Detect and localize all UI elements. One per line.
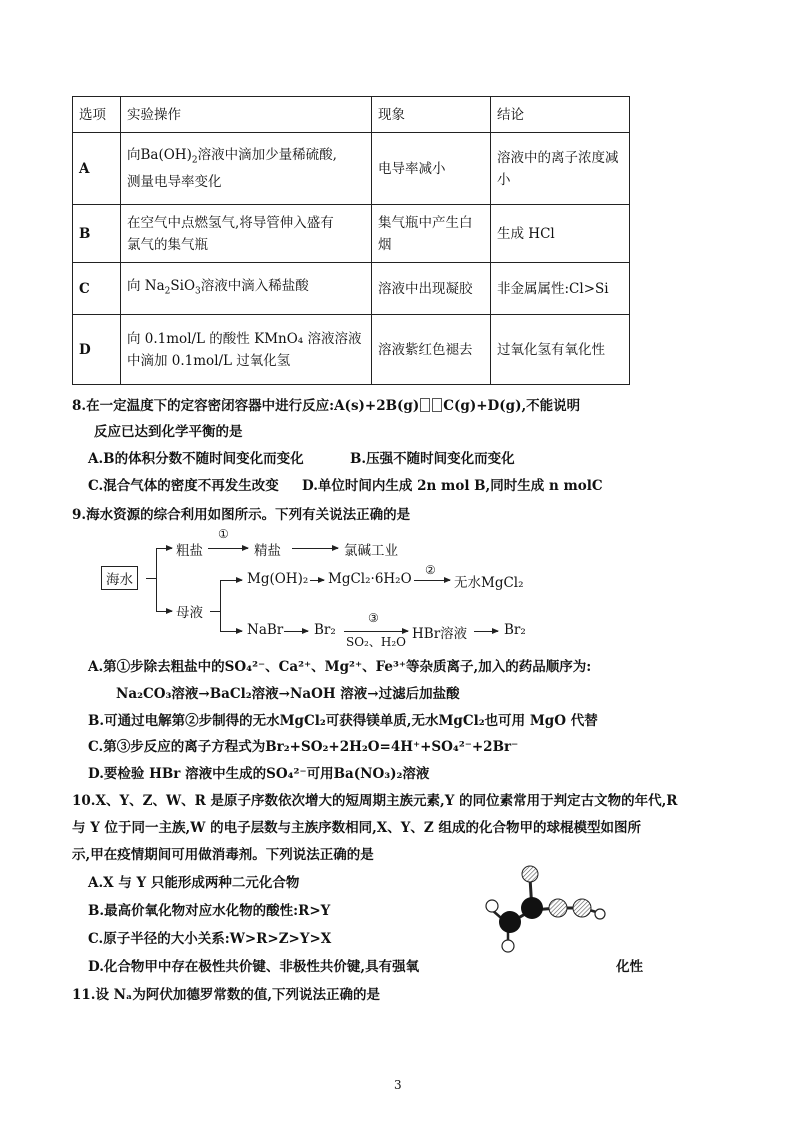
- mgcl2-hydrate: MgCl₂·6H₂O: [328, 571, 412, 587]
- unrendered-glyph: [420, 398, 430, 412]
- q10-option-d: D.化合物甲中存在极性共价键、非极性共价键,具有强氧: [88, 959, 420, 975]
- q9-stem: 9.海水资源的综合利用如图所示。下列有关说法正确的是: [72, 507, 411, 523]
- q8-stem-cont: 反应已达到化学平衡的是: [94, 424, 243, 440]
- row-phenomenon: 集气瓶中产生白烟: [372, 205, 491, 263]
- row-operation: 在空气中点燃氢气,将导管伸入盛有 氯气的集气瓶: [121, 205, 372, 263]
- row-option: A: [73, 133, 121, 205]
- q10-option-b: B.最高价氧化物对应水化物的酸性:R>Y: [88, 903, 331, 919]
- q9-option-a-cont: Na₂CO₃溶液→BaCl₂溶液→NaOH 溶液→过滤后加盐酸: [116, 686, 460, 702]
- row-operation: 向 $Na_2SiO_3$溶液中滴入稀盐酸: [121, 263, 372, 315]
- q9-option-c: C.第③步反应的离子方程式为Br₂+SO₂+2H₂O=4H⁺+SO₄²⁻+2Br⁻: [88, 739, 519, 755]
- oxygen-atom: [549, 899, 567, 917]
- row-conclusion: 过氧化氢有氧化性: [491, 315, 630, 385]
- row-option: C: [73, 263, 121, 315]
- header-option: 选项: [73, 97, 121, 133]
- row-conclusion: 生成 HCl: [491, 205, 630, 263]
- br2-product: Br₂: [504, 622, 526, 638]
- q10-option-d-cont: 化性: [616, 959, 643, 975]
- q8-option-b: B.压强不随时间变化而变化: [350, 451, 515, 467]
- q8-stem: 8.在一定温度下的定容密闭容器中进行反应:A(s)+2B(g) C(g)+D(g),不能说明: [72, 398, 581, 414]
- row-operation: 向$Ba(OH)_2$溶液中滴加少量稀硫酸, 测量电导率变化: [121, 133, 372, 205]
- row-option: B: [73, 205, 121, 263]
- q11-stem: 11.设 Nₐ为阿伏加德罗常数的值,下列说法正确的是: [72, 987, 381, 1003]
- ball-and-stick-model: [478, 858, 614, 958]
- chlor-alkali: 氯碱工业: [344, 543, 398, 559]
- nabr: NaBr: [247, 622, 284, 638]
- row-phenomenon: 溶液中出现凝胶: [372, 263, 491, 315]
- row-phenomenon: 溶液紫红色褪去: [372, 315, 491, 385]
- anhydrous-mgcl2: 无水MgCl₂: [454, 575, 524, 591]
- table-row: [73, 133, 630, 205]
- mother-liquor: 母液: [176, 605, 203, 621]
- page-number: 3: [394, 1078, 402, 1092]
- q9-option-a: A.第①步除去粗盐中的SO₄²⁻、Ca²⁺、Mg²⁺、Fe³⁺等杂质离子,加入的药品顺序为:: [88, 659, 592, 675]
- carbon-atom: [499, 911, 521, 933]
- carbon-atom: [521, 897, 543, 919]
- hydrogen-atom: [502, 940, 514, 952]
- refined-salt: 精盐: [254, 543, 281, 559]
- q9-option-d: D.要检验 HBr 溶液中生成的SO₄²⁻可用Ba(NO₃)₂溶液: [88, 766, 430, 782]
- row-option: D: [73, 315, 121, 385]
- step3-label: ③: [368, 611, 379, 625]
- header-operation: 实验操作: [121, 97, 372, 133]
- q10-option-a: A.X 与 Y 只能形成两种二元化合物: [88, 875, 300, 891]
- q10-option-c: C.原子半径的大小关系:W>R>Z>Y>X: [88, 931, 332, 947]
- step2-label: ②: [425, 563, 436, 577]
- table-row: [73, 315, 630, 385]
- experiment-table: [72, 96, 630, 385]
- unrendered-glyph: [432, 398, 442, 412]
- hydrogen-atom: [595, 909, 605, 919]
- q9-option-b: B.可通过电解第②步制得的无水MgCl₂可获得镁单质,无水MgCl₂也可用 MgO 代替: [88, 713, 598, 729]
- header-conclusion: 结论: [491, 97, 630, 133]
- table-row: [73, 263, 630, 315]
- row-conclusion: 溶液中的离子浓度减小: [491, 133, 630, 205]
- row-operation: 向 0.1mol/L 的酸性 KMnO₄ 溶液溶液 中滴加 0.1mol/L 过氧化氢: [121, 315, 372, 385]
- oxygen-atom: [573, 899, 591, 917]
- mgoh2: Mg(OH)₂: [247, 571, 309, 587]
- br2-intermediate: Br₂: [314, 622, 336, 638]
- q8-option-d: D.单位时间内生成 2n mol B,同时生成 n molC: [302, 478, 603, 494]
- step3-reagent: SO₂、H₂O: [346, 635, 406, 649]
- row-phenomenon: 电导率减小: [372, 133, 491, 205]
- crude-salt: 粗盐: [176, 543, 203, 559]
- q8-option-c: C.混合气体的密度不再发生改变: [88, 478, 279, 494]
- hbr-solution: HBr溶液: [412, 626, 468, 642]
- step1-label: ①: [218, 527, 229, 541]
- header-phenomenon: 现象: [372, 97, 491, 133]
- q10-stem-cont1: 与 Y 位于同一主族,W 的电子层数与主族序数相同,X、Y、Z 组成的化合物甲的球棍模型如图所: [72, 820, 641, 836]
- row-conclusion: 非金属属性:Cl>Si: [491, 263, 630, 315]
- hydrogen-atom: [486, 900, 498, 912]
- seawater-box: 海水: [101, 566, 138, 590]
- q10-stem: 10.X、Y、Z、W、R 是原子序数依次增大的短周期主族元素,Y 的同位素常用于判定古文物的年代,R: [72, 793, 678, 809]
- table-row: [73, 205, 630, 263]
- table-header-row: [73, 97, 630, 133]
- oxygen-atom: [522, 866, 538, 882]
- q10-stem-cont2: 示,甲在疫情期间可用做消毒剂。下列说法正确的是: [72, 847, 374, 863]
- q8-option-a: A.B的体积分数不随时间变化而变化: [88, 451, 304, 467]
